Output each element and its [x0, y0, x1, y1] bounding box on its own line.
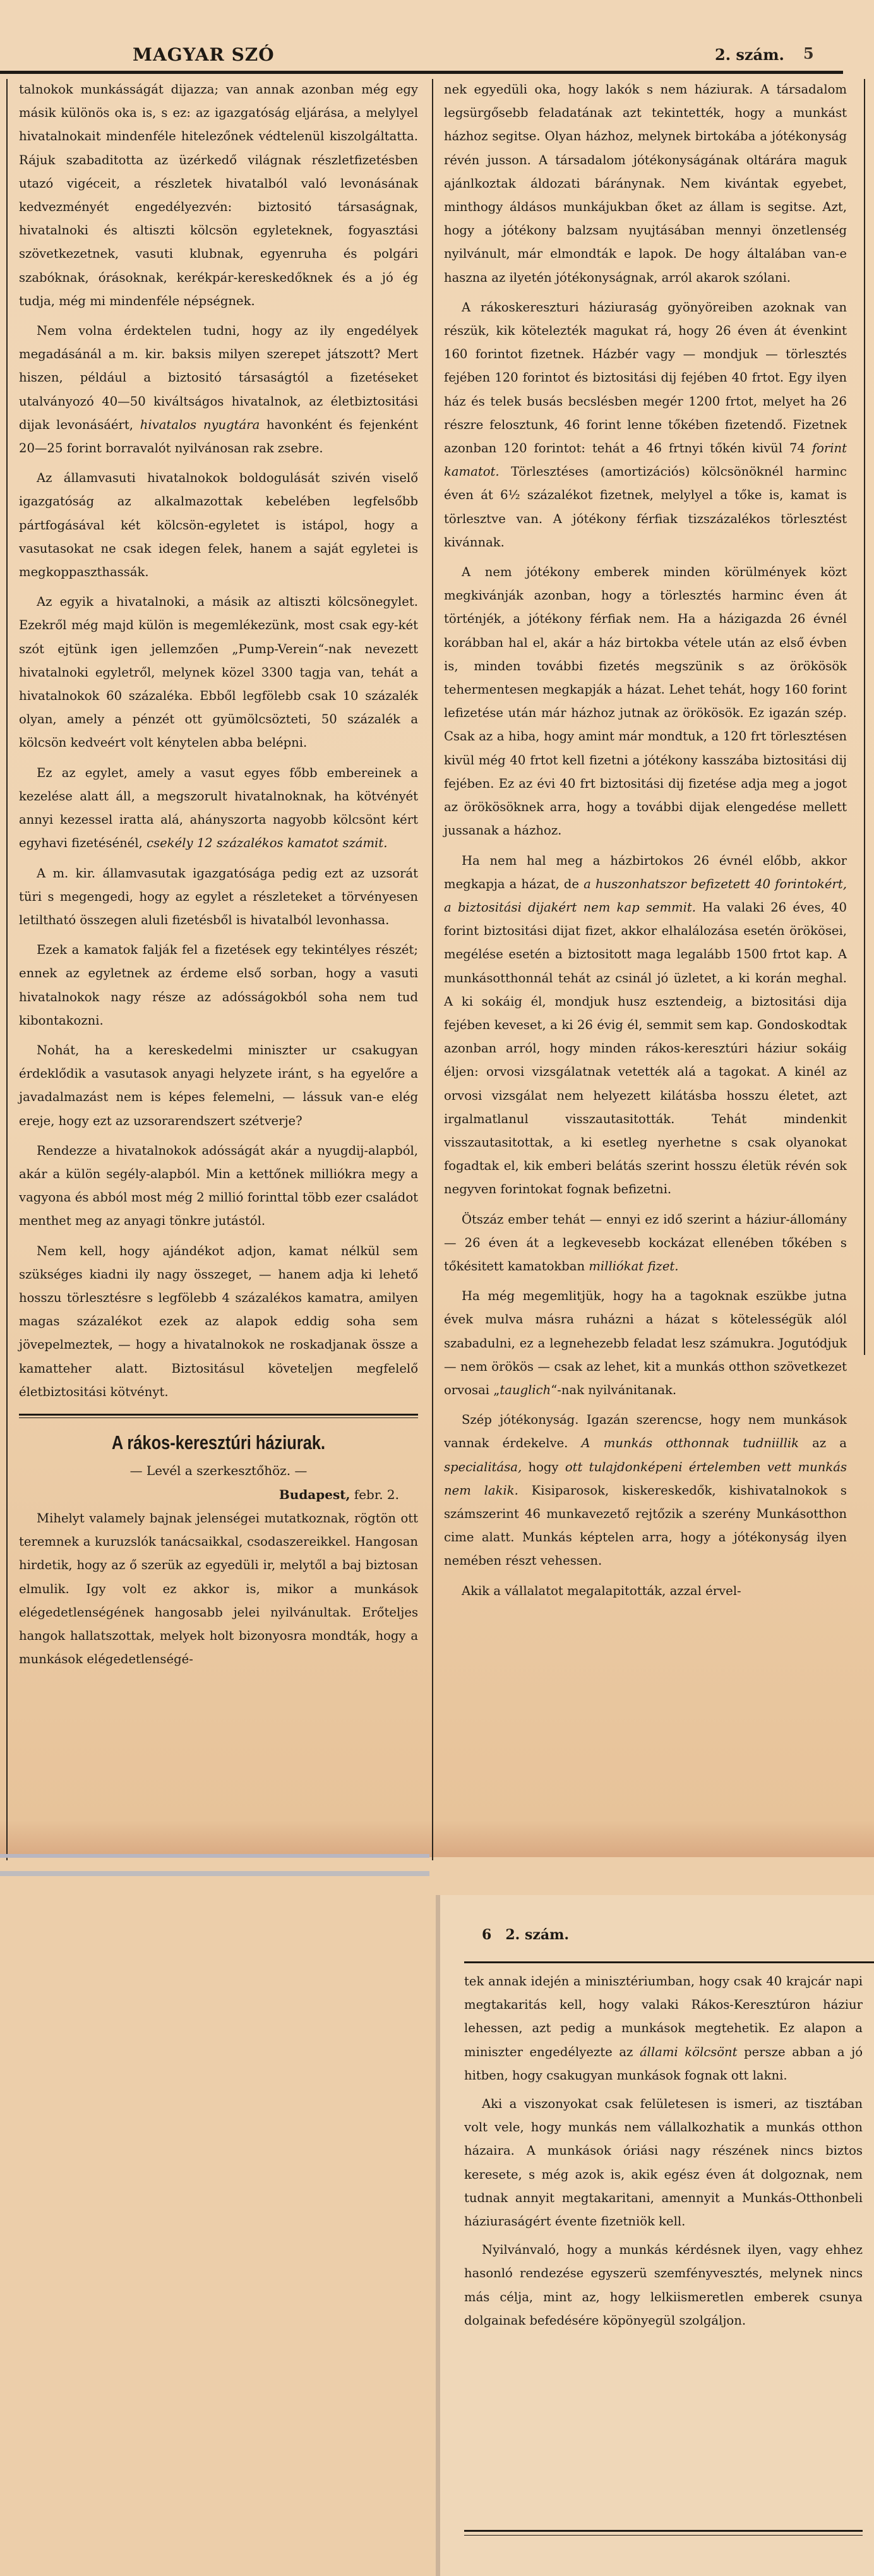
paragraph: A rákoskereszturi háziuraság gyönyöreiben azoknak van részük, kik kötelezték magukat rá, hogy 26 éven át évenkint 160 forintot fizetnek. Házbér vagy — mondjuk — törlesztés fejében 120 forintot és biztositási dij fejében 40 frtot. Egy ilyen ház és telek busás becslésben megér 1200 frtot, melyet ha 26 részre felosztunk, 46 forint lenne tőkében fizetendő. Fizetnek azonban 120 forintot: tehát a 46 frtnyi tőkén kivül 74 forint kamatot. Törlesztéses (amortizációs) kölcsönöknél harminc éven át 6½ százalékot fizetnek, melylyel a tőke is, kamat is törlesztve van. A jótékony férfiak tizszázalékos törlesztést kivánnak.	[444, 299, 847, 550]
clipping-header-rule	[464, 1961, 874, 1963]
paragraph: Akik a vállalatot megalapitották, azzal érvel-	[462, 1583, 741, 1598]
paragraph: Ha még megemlitjük, hogy ha a tagoknak eszükbe jutna évek mulva másra ruházni a házat s kötelességük alól szabadulni, ez a legnehezebb feladat lesz számukra. Jogutódjuk — nem örökös — csak az lehet, kit a munkás otthon szövetkezet orvosai „tauglich“-nak nyilvánitanak.	[444, 1289, 847, 1397]
right-column	[444, 78, 847, 1603]
paragraph: A m. kir. államvasutak igazgatósága pedig ezt az uzsorát türi s megengedi, hogy az egylet a részleteket a törvényesen letiltható összegen aluli fizetésből is hivatalból levonhassa.	[19, 865, 418, 927]
left-column-border	[6, 79, 8, 1860]
paragraph: Nem volna érdektelen tudni, hogy az ily engedélyek megadásánál a m. kir. baksis milyen szerepet játszott? Mert hiszen, például a biztositó társaságtól a fizetéseket utalványozó 40—50 kiváltságos hivatalnok, az életbiztositási dijak levonásáért, hivatalos nyugtára havonként és fejenként 20—25 forint borravalót nyilvánosan rak zsebre.	[19, 323, 419, 456]
paragraph: Ez az egylet, amely a vasut egyes főbb embereinek a kezelése alatt áll, a megszorult hivatalnoknak, ha kötvényét annyi kezessel iratta alá, ahányszorta nagyobb kölcsönt kért egyhavi fizetésénél, csekély 12 százalékos kamatot számit.	[19, 765, 418, 851]
paragraph: Nohát, ha a kereskedelmi miniszter ur csakugyan érdeklődik a vasutasok anyagi helyzete iránt, s ha egyelőre a javadalmazást nem is képes felemelni, — lássuk van-e elég ereje, hogy ezt az uzsorarendszert szétverje?	[19, 1042, 418, 1128]
article-end-rule	[464, 2530, 863, 2536]
paragraph: nek egyedüli oka, hogy lakók s nem háziurak. A társadalom legsürgősebb feladatának azt tekintették, hogy a munkást házhoz segitse. Olyan házhoz, melynek birtokába a jótékonyság révén jusson. A társadalom jótékonyságának oltárára maguk ajánlkoztak áldozati báránynak. Nem kivántak egyebet, minthogy áldásos munkájukban őket az állam is segitse. Azt, hogy a jótékony balzsam nyujtásában mennyi önzetlenség nyilvánult, már elmondták e lapok. De hogy általában van-e haszna az ilyetén jótékonyságnak, arról akarok szólani.	[444, 82, 847, 285]
issue-number: 2. szám.	[715, 45, 784, 64]
paragraph: Ha nem hal meg a házbirtokos 26 évnél előbb, akkor megkapja a házat, de a huszonhatszor befizetett 40 forintokért, a biztositási dijakért nem kap semmit. Ha valaki 26 éves, 40 forint biztositási dijat fizet, akkor elhalálozása esetén örökösei, megélése esetén a biztositott maga legalább 1500 frtot kap. A munkásotthonnál tehát az csinál jó üzletet, a ki korán meghal. A ki sokáig él, mondjuk husz esztendeig, a biztositási dija fejében keveset, a ki 26 évig él, semmit sem kap. Gondoskodtak azonban arról, hogy minden rákos-keresztúri háziur sokáig éljen: orvosi vizsgálatnak vetették alá a tagokat. A kinél az orvosi vizsgálat nem helyezett kilátásba hosszu életet, azt irgalmatlanul visszautasitották. Tehát mindenkit visszautasitottak, a ki esetleg nyerhetne s csak olyanokat fogadtak el, kik emberi belátás szerint hosszu életük révén sok negyven forintokat fognak befizetni.	[444, 853, 847, 1197]
masthead-rule	[0, 71, 843, 74]
paragraph: Nem kell, hogy ajándékot adjon, kamat nélkül sem szükséges kiadni ily nagy összeget, — hanem adja ki lehető hosszu törlesztésre s legfölebb 4 százalékos kamatra, amilyen magas százalékot ezek az alapok eddig soha sem jövepelmeztek, — hogy a hivatalnokok ne roskadjanak össze a kamatteher alatt. Biztositásul követeljen megfelelő életbiztositási kötvényt.	[19, 1243, 418, 1399]
masthead	[0, 44, 846, 69]
paragraph: Rendezze a hivatalnokok adósságát akár a nyugdij-alapból, akár a külön segély-alapból. Min a kettőnek milliókra megy a vagyona és abból most még 2 millió forinttal több ezer családot menthet meg az anyagi tönkre jutástól.	[19, 1143, 418, 1229]
article-dateline: Budapest, febr. 2.	[278, 1486, 399, 1502]
paragraph: Aki a viszonyokat csak felületesen is ismeri, az tisztában volt vele, hogy munkás nem vállalkozhatik a munkás otthon házaira. A munkások óriási nagy részének nincs biztos keresete, s még azok is, akik egész éven át dolgoznak, nem tudnak annyit megtakaritani, amennyit a Munkás-Otthonbeli háziuraságért évente fizetniök kell.	[464, 2097, 863, 2229]
paragraph: tek annak idején a minisztériumban, hogy csak 40 krajcár napi megtakaritás kell, hogy valaki Rákos-Keresztúron háziur lehessen, azt pedig a munkások megtehetik. Ez alapon a miniszter engedélyezte az állami kölcsönt persze abban a jó hitben, hogy csakugyan munkások fognak ott lakni.	[464, 1974, 863, 2083]
left-column	[19, 78, 418, 1872]
article-subtitle: — Levél a szerkesztőhöz. —	[129, 1462, 308, 1478]
paragraph: talnokok munkásságát dijazza; van annak azonban még egy másik különös oka is, s ez: az igazgatóság eljárása, a melylyel hivatalnokait mindenféle hitelezőnek védtelenül kiszolgáltatta. Rájuk szabaditotta az üzérkedő világnak részletfizetésben utazó vigéceit, a részletek hivatalból való levonásának kedvezményét engedélyezvén: biztositó társaságnak, hivatalnoki és altiszti kölcsön egyleteknek, fogyasztási szövetkezetnek, vasuti klubnak, egyenruha és polgári szabóknak, órásoknak, kerékpár-kereskedőknek és a jó ég tudja, még mi mindenféle népségnek.	[19, 82, 418, 308]
paragraph: Ötszáz ember tehát — ennyi ez idő szerint a háziur-állomány — 26 éven át a legkevesebb kockázat ellenében tőkében s tőkésitett kamatokban milliókat fizet.	[444, 1212, 847, 1273]
page-edge	[0, 1871, 429, 1876]
column-divider	[432, 79, 433, 1860]
page-edge	[0, 1854, 429, 1858]
paragraph: A nem jótékony emberek minden körülmények közt megkivánják azonban, hogy a törlesztés harminc éven át történjék, a jótékony férfiak nem. Ha a házigazda 26 évnél korábban hal el, akár a ház birtokba vétele után az első évben is, minden további fizetés megszünik s az örökösök tehermentesen megkapják a házat. Lehet tehát, hogy 160 forint lefizetése után már házhoz jutnak az örökösök. Ez igazán szép. Csak az a hiba, hogy amint már mondtuk, a 120 frt törlesztésen kivül még 40 frtot kell fizetni a jótékony kasszába biztositási dij fejében. Ez az évi 40 frt biztositási dij fizetése adja meg a jogot az örökösöknek arra, hogy a további dijak elengedése mellett jussanak a házhoz.	[444, 565, 847, 838]
paragraph: Ezek a kamatok falják fel a fizetések egy tekintélyes részét; ennek az egyletnek az érdeme első sorban, hogy a vasuti hivatalnokok nagy része az adósságokból soha nem tud kibontakozni.	[19, 942, 418, 1028]
paragraph: Az államvasuti hivatalnokok boldogulását szivén viselő igazgatóság az alkalmazottak kebelében legfelsőbb pártfogásával két kölcsön-egyletet is istápol, hogy a vasutasokat ne csak idegen felek, hanem a saját egyletei is megkoppaszthassák.	[19, 471, 418, 580]
paragraph: Szép jótékonyság. Igazán szerencse, hogy nem munkások vannak érdekelve. A munkás otthonnak tudniillik az a specialitása, hogy ott tulajdonképeni értelemben vett munkás nem lakik. Kisiparosok, kiskereskedők, kishivatalnokok s számszerint 46 munkavezető rejtőzik a szerény Munkásotthon cime alatt. Munkás képtelen arra, hogy a jótékonyság ilyen nemében részt vehessen.	[444, 1412, 847, 1568]
article-separator	[19, 1414, 418, 1418]
right-column-border	[864, 79, 865, 1355]
newspaper-title: MAGYAR SZÓ	[133, 44, 275, 65]
clipping-header	[482, 1927, 583, 1943]
paragraph: Az egyik a hivatalnoki, a másik az altiszti kölcsönegylet. Ezekről még majd külön is megemlékezünk, most csak egy-két szót ejtünk igen jellemzően „Pump-Verein“-nak nevezett hivatalnoki egyletről, melynek közel 3300 tagja van, tehát a hivatalnokok 60 százaléka. Ebből legfölebb csak 10 százalék olyan, amely a pénzét ott gyümölcsözteti, 50 százalék a kölcsön kedveért volt kénytelen abba belépni.	[19, 594, 418, 750]
page-number: 5	[803, 44, 814, 63]
clipping-page-number: 6	[482, 1927, 492, 1943]
clipping-issue-number: 2. szám.	[505, 1927, 570, 1943]
paragraph: Nyilvánvaló, hogy a munkás kérdésnek ilyen, vagy ehhez hasonló rendezése egyszerü szemfényvesztés, melynek nincs más célja, mint az, hogy lelkiismeretlen emberek csunya dolgainak befedésére köpönyegül szolgáljon.	[464, 2242, 863, 2328]
clipping-body	[464, 1970, 863, 2332]
article-title: A rákos-keresztúri háziurak.	[111, 1431, 326, 1454]
paragraph: Mihelyt valamely bajnak jelenségei mutatkoznak, rögtön ott teremnek a kuruzslók tanácsaikkal, csodaszereikkel. Hangosan hirdetik, hogy az ő szerük az egyedüli ir, melytől a baj biztosan elmulik. Igy volt ez akkor is, mikor a munkások elégedetlenségének hangosabb jelei nyilvánultak. Erőteljes hangok hallatszottak, melyek holt bizonyosra mondták, hogy a munkások elégedetlenségé-	[19, 1510, 418, 1667]
newspaper-clipping	[440, 1895, 874, 2576]
